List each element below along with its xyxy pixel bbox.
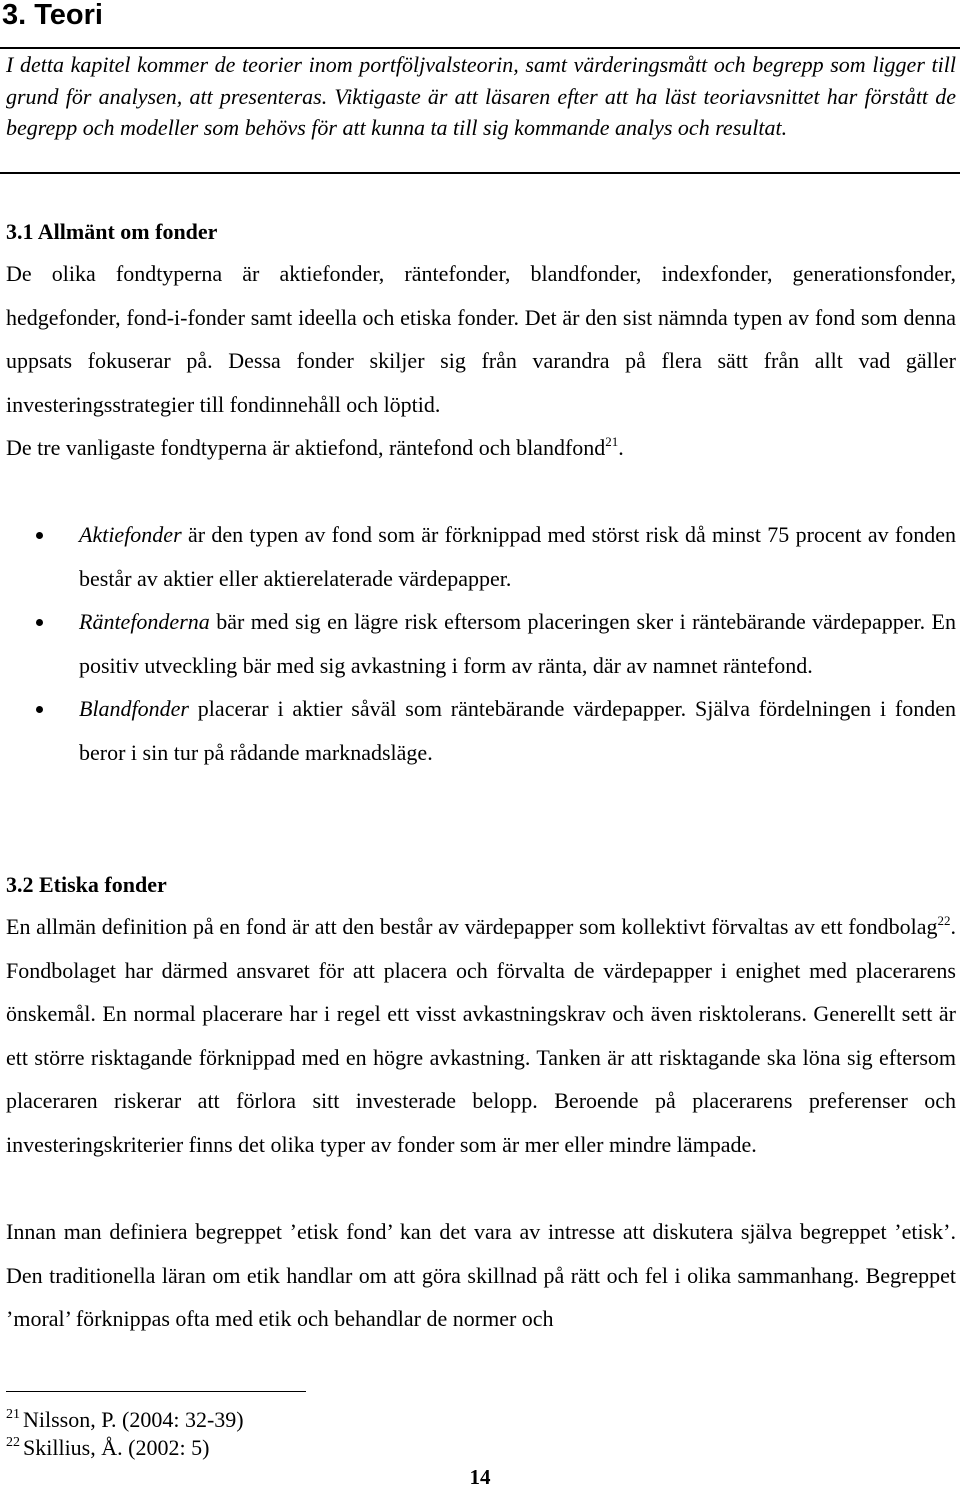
list-item (36, 513, 956, 600)
section-3-2-paragraph-2: Innan man definiera begreppet ’etisk fond’ kan det vara av intresse att diskutera själva begreppet ’etisk’. Den traditionella läran om etik handlar om att göra skillnad på rätt och fel i olika sammanhang. Begreppet ’moral’ förknippas ofta med etik och behandlar de normer och (6, 1219, 956, 1332)
section-heading-3-1: 3.1 Allmänt om fonder (6, 219, 218, 244)
footnote-ref-22: 22 (937, 913, 951, 928)
bullet-icon (36, 532, 43, 539)
footnote-text: Nilsson, P. (2004: 32-39) (23, 1407, 244, 1432)
sentence-end: . (618, 435, 624, 461)
page-number: 14 (469, 1465, 491, 1489)
intro-divider (0, 172, 960, 174)
list-item-term: Blandfonder (79, 696, 189, 722)
section-3-2-paragraph-start: En allmän definition på en fond är att den består av värdepapper som kollektivt förvaltas av ett fondbolag (6, 914, 938, 939)
footnote-number: 21 (6, 1407, 20, 1422)
footnote-ref-21: 21 (605, 434, 619, 450)
footnote-text: Skillius, Å. (2002: 5) (23, 1435, 210, 1460)
section-3-2-paragraph (6, 905, 956, 1167)
section-3-1-last-sentence: De tre vanligaste fondtyperna är aktiefond, räntefond och blandfond (6, 435, 606, 461)
list-item-text (79, 687, 956, 774)
list-item-description: placerar i aktier såväl som räntebärande värdepapper. Själva fördelningen i fonden beror i sin tur på rådande marknadsläge. (79, 696, 956, 765)
list-item (36, 600, 956, 687)
section-3-1-paragraph (6, 252, 956, 470)
footnote-21 (6, 1406, 244, 1433)
section-3-2-paragraph-rest: . Fondbolaget har därmed ansvaret för att placera och förvalta de värdepapper i enighet med placerarens önskemål. En normal placerare har i regel ett visst avkastningskrav och även risktolerans. Generellt sett är ett större risktagande förknippad med en högre avkastning. Tanken är att risktagande ska löna sig eftersom placeraren riskerar att förlora sitt investerade belopp. Beroende på placerarens preferenser och investeringskriterier finns det olika typer av fonder som är mer eller mindre lämpade. (6, 914, 956, 1157)
footnote-number: 22 (6, 1435, 20, 1450)
list-item-text (79, 600, 956, 687)
chapter-title: 3. Teori (2, 0, 103, 31)
list-item (36, 687, 956, 774)
section-3-1-paragraph-text: De olika fondtyperna är aktiefonder, räntefonder, blandfonder, indexfonder, generationsfonder, hedgefonder, fond-i-fonder samt ideella och etiska fonder. Det är den sist nämnda typen av fond som denna uppsats fokuserar på. Dessa fonder skiljer sig från varandra på flera sätt från allt vad gäller investeringsstrategier till fondinnehåll och löptid. (6, 261, 956, 417)
list-item-text (79, 513, 956, 600)
footnote-22 (6, 1434, 209, 1461)
list-item-description: är den typen av fond som är förknippad med störst risk då minst 75 procent av fonden består av aktier eller aktierelaterade värdepapper. (79, 522, 956, 591)
list-item-term: Räntefonderna (79, 609, 210, 635)
footnote-divider (6, 1391, 306, 1392)
section-heading-3-2: 3.2 Etiska fonder (6, 872, 167, 897)
bullet-icon (36, 706, 43, 713)
fund-type-list (36, 513, 956, 775)
list-item-description: bär med sig en lägre risk eftersom placeringen sker i räntebärande värdepapper. En positiv utveckling bär med sig avkastning i form av ränta, där av namnet räntefond. (79, 609, 956, 678)
list-item-term: Aktiefonder (79, 522, 182, 547)
chapter-intro: I detta kapitel kommer de teorier inom portföljvalsteorin, samt värderingsmått och begrepp som ligger till grund för analysen, att presenteras. Viktigaste är att läsaren efter att ha läst teoriavsnittet har förstått de begrepp och modeller som behövs för att kunna ta till sig kommande analys och resultat. (6, 52, 956, 140)
bullet-icon (36, 619, 43, 626)
